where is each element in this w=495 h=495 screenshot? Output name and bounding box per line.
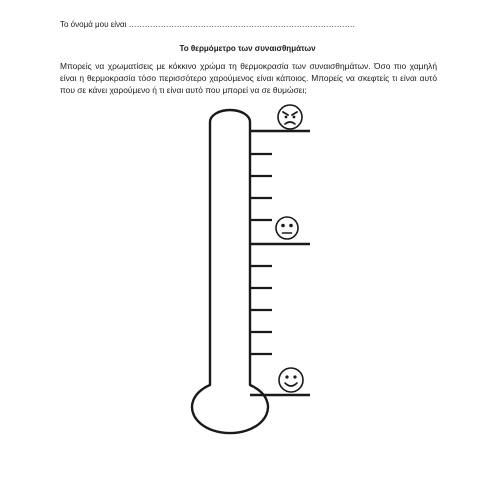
feelings-thermometer[interactable] bbox=[180, 100, 340, 440]
instructions-paragraph: Μπορείς να χρωματίσεις με κόκκινο χρώμα τη θερμοκρασία των συναισθημάτων. Όσο πιο χαμηλή είναι η θερμοκρασία τόσο περισσότερο χαρούμενος είναι κάποιος. Μπορείς να σκεφτείς τι είναι αυτό που σε κάνει χαρούμενο ή τι είναι αυτό που μπορεί να σε θυμώσει; bbox=[60, 61, 437, 95]
happy-face-icon bbox=[279, 368, 303, 392]
scale-ticks bbox=[250, 154, 272, 354]
worksheet-title: Το θερμόμετρο των συναισθημάτων bbox=[179, 44, 316, 53]
angry-face-icon bbox=[278, 105, 302, 129]
thermometer-outline bbox=[192, 110, 268, 433]
name-prompt: Το όνομά μου είναι …………………………………………………………………………. bbox=[60, 20, 355, 29]
neutral-face-icon bbox=[276, 217, 298, 239]
